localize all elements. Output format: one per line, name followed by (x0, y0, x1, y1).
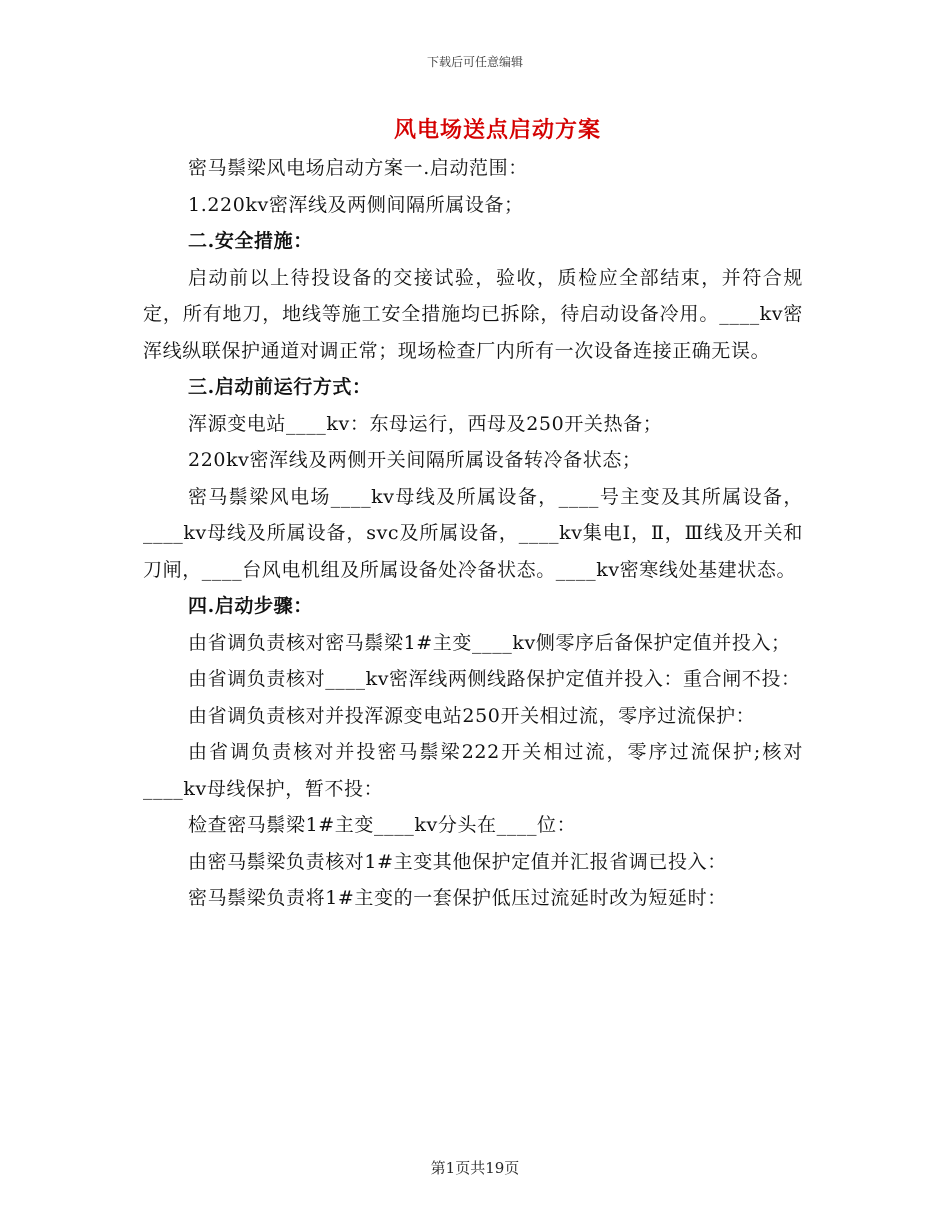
paragraph: 检查密马鬃梁1#主变____kv分头在____位： (188, 814, 577, 836)
paragraph: 由省调负责核对密马鬃梁1#主变____kv侧零序后备保护定值并投入； (188, 631, 791, 654)
paragraph: 由省调负责核对并投浑源变电站250开关相过流，零序过流保护： (188, 704, 756, 727)
paragraph: 启动前以上待投设备的交接试验，验收，质检应全部结束，并符合规定，所有地刀，地线等施工安全措施均已拆除，待启动设备冷用。____kv密浑线纵联保护通道对调正常；现场检查厂内所有一次设备连接正确无误。 (143, 266, 803, 362)
header-note: 下载后可任意编辑 (426, 55, 523, 69)
document-title: 风电场送点启动方案 (393, 117, 601, 143)
page-number-footer: 第1页共19页 (430, 1159, 520, 1177)
section-heading: 三.启动前运行方式： (188, 376, 372, 398)
paragraph: 密马鬃梁负责将1#主变的一套保护低压过流延时改为短延时： (188, 887, 727, 909)
document-body (143, 150, 803, 917)
section-heading: 二.安全措施： (188, 230, 313, 252)
paragraph: 由省调负责核对并投密马鬃梁222开关相过流，零序过流保护;核对____kv母线保护，暂不投： (143, 741, 803, 800)
paragraph: 220kv密浑线及两侧开关间隔所属设备转冷备状态； (188, 449, 642, 471)
paragraph: 由密马鬃梁负责核对1#主变其他保护定值并汇报省调已投入： (188, 850, 727, 873)
paragraph: 密马鬃梁风电场启动方案一.启动范围： (188, 157, 528, 179)
paragraph: 浑源变电站____kv：东母运行，西母及250开关热备； (188, 412, 663, 435)
section-heading: 四.启动步骤： (188, 595, 313, 617)
paragraph: 由省调负责核对____kv密浑线两侧线路保护定值并投入：重合闸不投： (188, 668, 801, 690)
paragraph: 密马鬃梁风电场____kv母线及所属设备，____号主变及其所属设备，____kv母线及所属设备，svc及所属设备，____kv集电Ⅰ，Ⅱ，Ⅲ线及开关和刀闸，____台风电机组及所属设备处冷备状态。____kv密寒线处基建状态。 (143, 485, 803, 581)
paragraph: 1.220kv密浑线及两侧间隔所属设备； (188, 193, 524, 216)
